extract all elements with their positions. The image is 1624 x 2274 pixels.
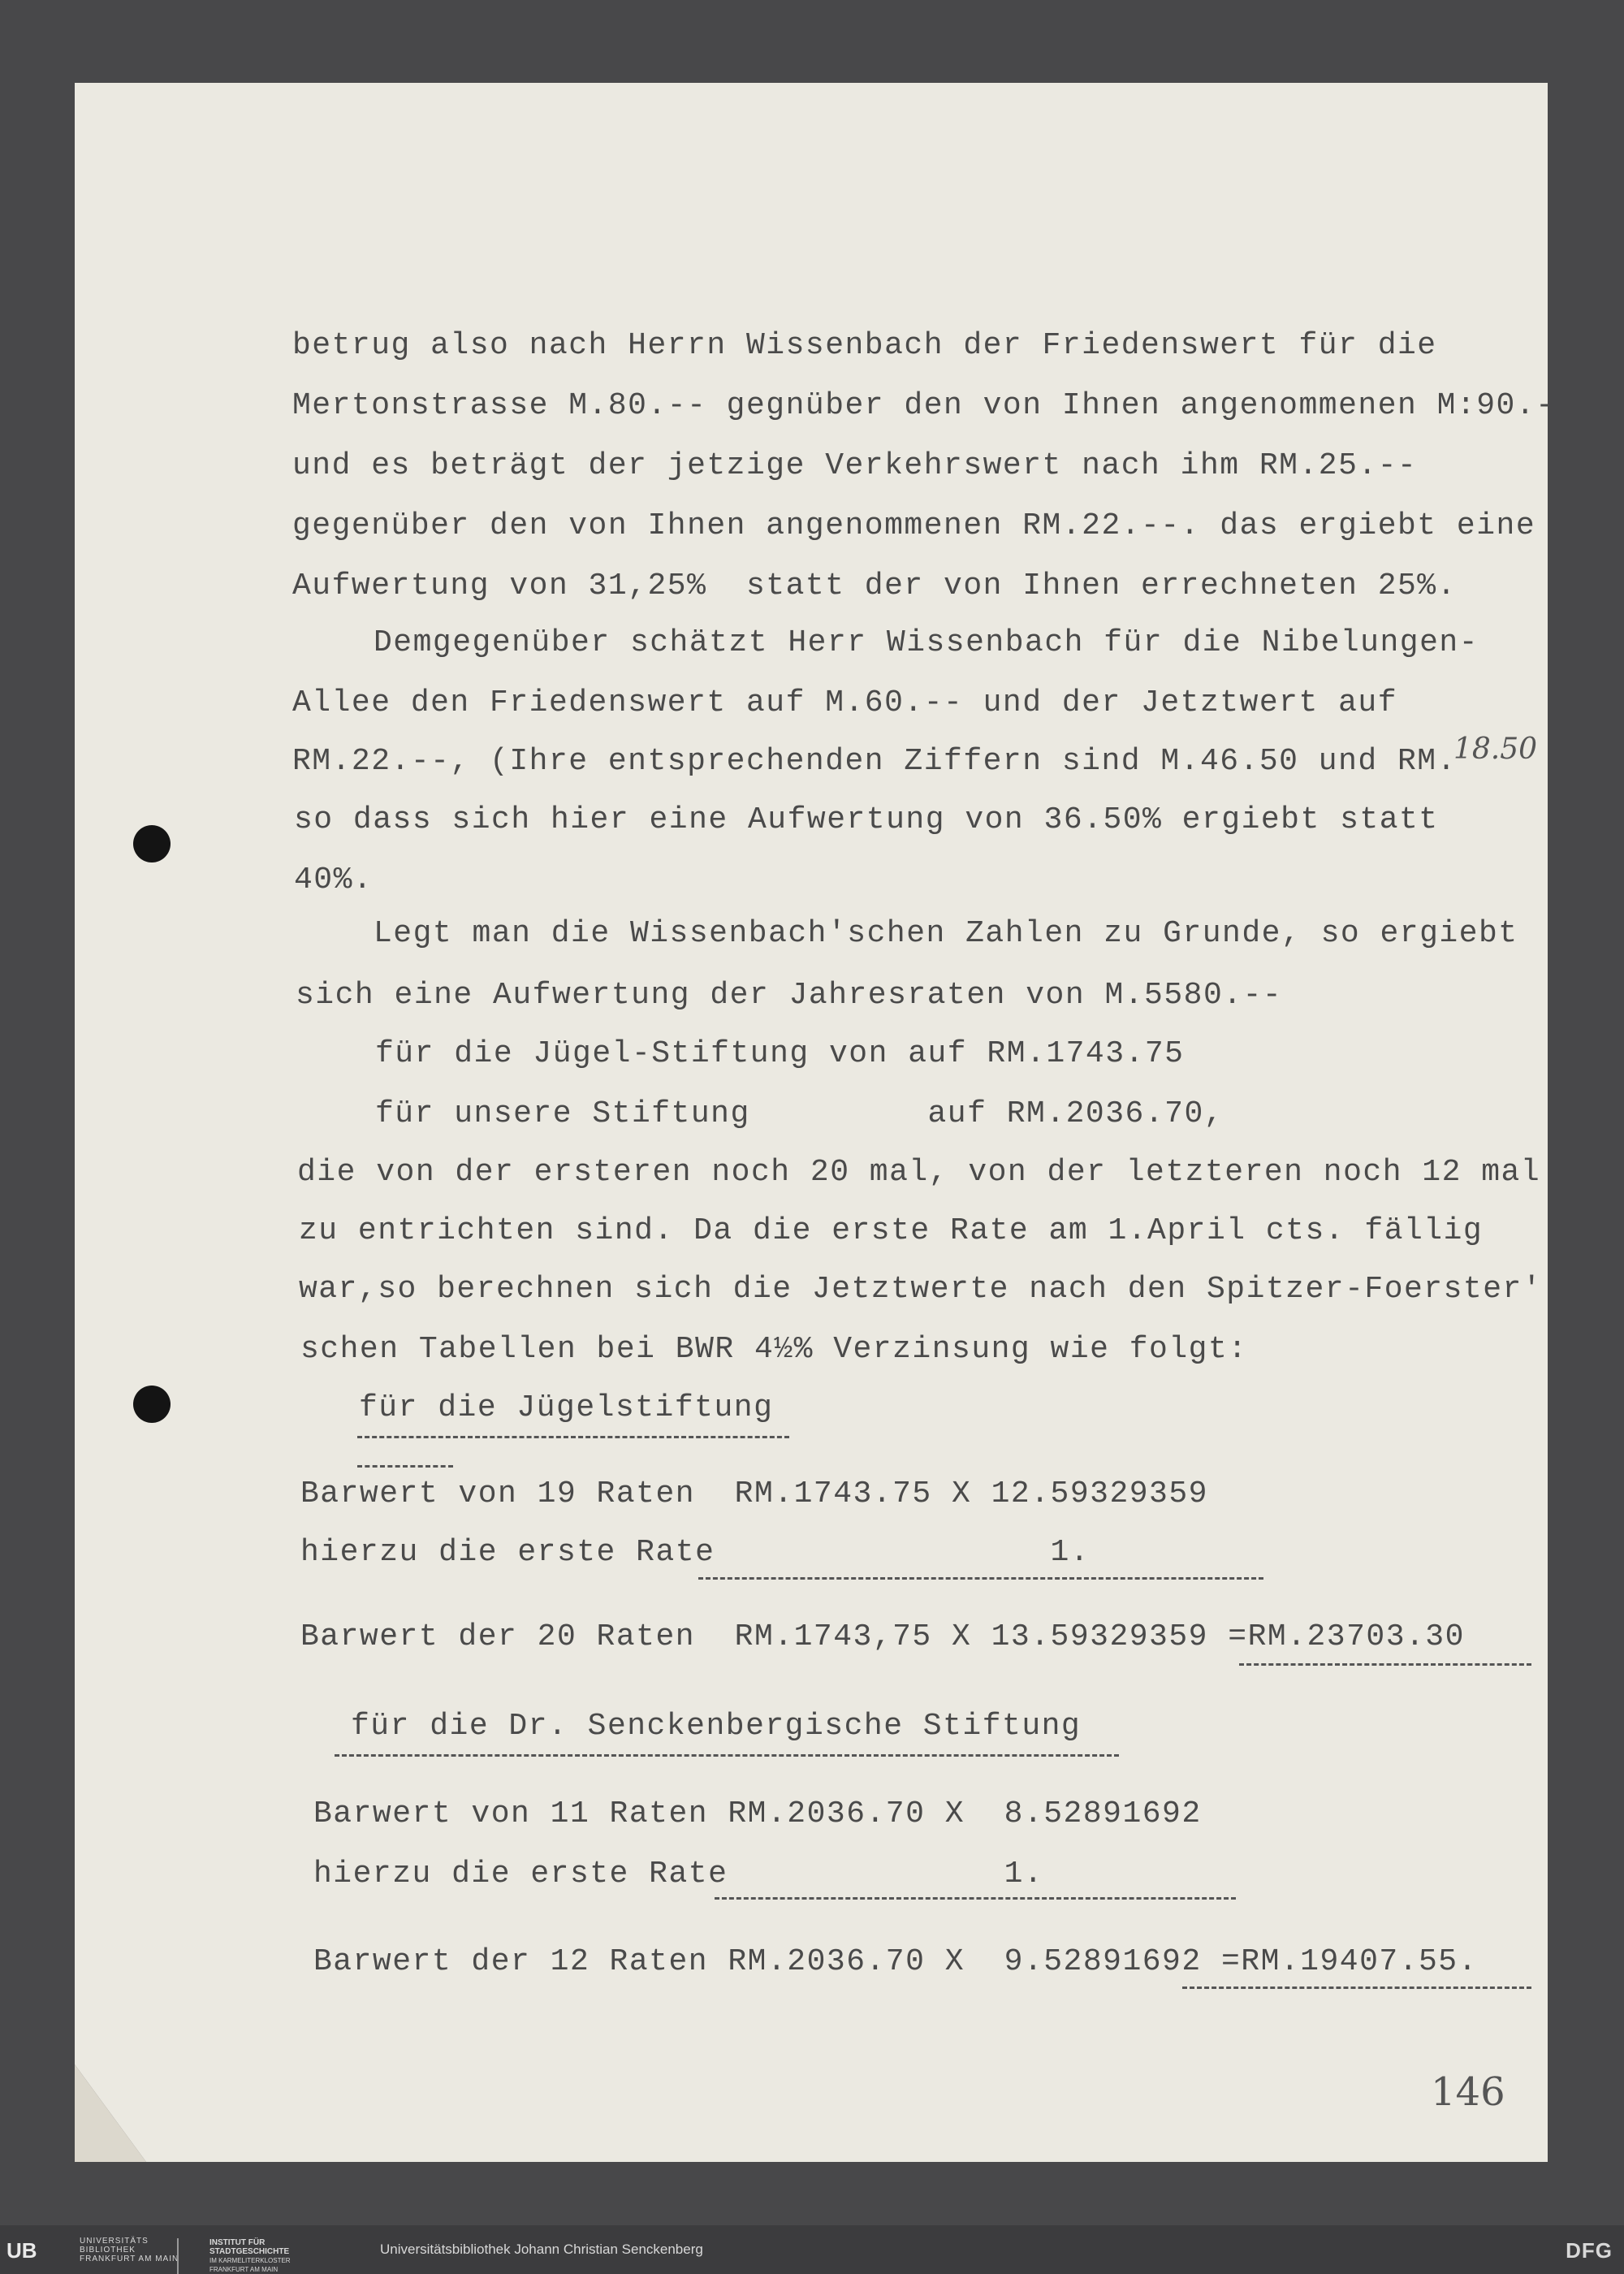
text-line: so dass sich hier eine Aufwertung von 36.50% ergiebt statt (294, 802, 1439, 837)
heading-underline (335, 1754, 1119, 1757)
heading-underline (357, 1436, 789, 1438)
text-line: die von der ersteren noch 20 mal, von der letzteren noch 12 mal (297, 1155, 1541, 1190)
calc-total: Barwert der 12 Raten RM.2036.70 X 9.52891692 =RM.19407.55. (313, 1944, 1478, 1979)
text-line: für unsere Stiftung auf RM.2036.70, (375, 1096, 1224, 1131)
heading-underline (357, 1465, 453, 1468)
text-line: zu entrichten sind. Da die erste Rate am 1.April cts. fällig (299, 1213, 1484, 1248)
text-line: und es beträgt der jetzige Verkehrswert nach ihm RM.25.-- (292, 448, 1418, 483)
text-line: betrug also nach Herrn Wissenbach der Friedenswert für die (292, 328, 1437, 363)
text-line: Mertonstrasse M.80.-- gegnüber den von Ihnen angenommenen M:90.- (292, 388, 1556, 423)
sum-rule (698, 1577, 1263, 1580)
calc-line: hierzu die erste Rate 1. (313, 1857, 1044, 1891)
ub-logo: UB (6, 2238, 37, 2263)
handwritten-correction: 18.50 (1453, 733, 1538, 766)
text-line: Allee den Friedenswert auf M.60.-- und der Jetztwert auf (292, 685, 1398, 720)
text-line: Demgegenüber schätzt Herr Wissenbach für die Nibelungen- (374, 625, 1479, 660)
library-mark-line: FRANKFURT AM MAIN (80, 2255, 179, 2263)
library-mark (80, 2237, 179, 2263)
text-line: Aufwertung von 31,25% statt der von Ihnen errechneten 25%. (292, 568, 1457, 603)
punch-hole-upper (133, 825, 171, 862)
section-heading: für die Dr. Senckenbergische Stiftung (351, 1709, 1082, 1744)
text-line: gegenüber den von Ihnen angenommenen RM.22.--. das ergiebt eine (292, 508, 1536, 543)
institute-line: INSTITUT FÜR (209, 2238, 266, 2247)
total-underline (1182, 1987, 1531, 1989)
library-mark-line: BIBLIOTHEK (80, 2246, 136, 2255)
library-name: Universitätsbibliothek Johann Christian Senckenberg (380, 2242, 703, 2257)
calc-line: Barwert von 19 Raten RM.1743.75 X 12.59329359 (300, 1476, 1208, 1511)
viewer-footer (0, 2225, 1624, 2274)
total-underline (1239, 1663, 1531, 1666)
text-line: schen Tabellen bei BWR 4½% Verzinsung wie folgt: (300, 1332, 1248, 1367)
text-line: für die Jügel-Stiftung von auf RM.1743.75 (375, 1036, 1185, 1071)
calc-line: Barwert von 11 Raten RM.2036.70 X 8.52891692 (313, 1796, 1202, 1831)
page-number: 146 (1431, 2069, 1505, 2115)
section-heading: für die Jügelstiftung (359, 1390, 774, 1425)
institute-line: IM KARMELITERKLOSTER (209, 2257, 291, 2264)
text-line: war,so berechnen sich die Jetztwerte nach den Spitzer-Foerster' (299, 1272, 1543, 1307)
text-line: sich eine Aufwertung der Jahresraten von M.5580.-- (296, 978, 1283, 1013)
punch-hole-lower (133, 1386, 171, 1423)
calc-total: Barwert der 20 Raten RM.1743,75 X 13.59329359 =RM.23703.30 (300, 1619, 1465, 1654)
text-line: Legt man die Wissenbach'schen Zahlen zu Grunde, so ergiebt (374, 916, 1518, 951)
library-mark-line: UNIVERSITÄTS (80, 2237, 149, 2246)
text-line: 40%. (294, 862, 374, 897)
calc-line: hierzu die erste Rate 1. (300, 1535, 1091, 1570)
institute-mark (177, 2238, 291, 2274)
sum-rule (715, 1897, 1236, 1900)
institute-line: FRANKFURT AM MAIN (209, 2266, 279, 2273)
institute-line: STADTGESCHICHTE (209, 2247, 290, 2256)
text-line: RM.22.--, (Ihre entsprechenden Ziffern sind M.46.50 und RM. (292, 744, 1457, 779)
dfg-logo: DFG (1566, 2238, 1613, 2263)
